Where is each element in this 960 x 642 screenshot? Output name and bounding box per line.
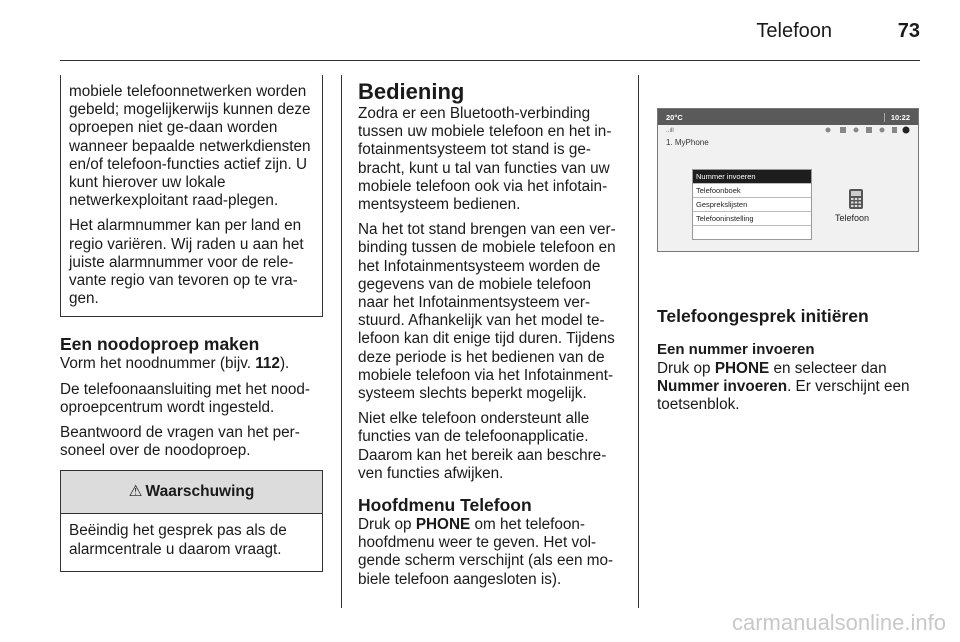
menu-item-gesprekslijsten[interactable]: Gesprekslijsten <box>693 198 811 212</box>
text: Druk op <box>358 516 416 534</box>
text: en selecteer dan <box>769 360 887 377</box>
paragraph-nummer-invoeren <box>657 360 922 415</box>
warning-header <box>61 471 322 514</box>
warning-icon: ⚠ <box>128 483 143 501</box>
warning-title: Waarschuwing <box>145 483 255 501</box>
connected-phone-name: 1. MyPhone <box>666 138 709 147</box>
phone-main-menu <box>692 169 812 240</box>
page-header-title: Telefoon <box>756 20 832 42</box>
text: Vorm het noodnummer (bijv. <box>60 355 256 373</box>
section-heading-gesprek: Telefoongesprek initiëren <box>657 306 869 326</box>
status-icons-svg <box>820 126 910 134</box>
section-heading-hoofdmenu: Hoofdmenu Telefoon <box>358 495 532 516</box>
paragraph-verbinding: Na het tot stand brengen van een ver-binding tussen de mobiele telefoon en het Infotainmentsysteem worden de gegevens van de mobiele telefoon naar het Infotainmentsysteem ver-stuurd. Afhankelijk van het model te-lefoon kan dit enige tijd duren. Tijdens deze periode is het bedienen van de mobiele telefoon via het Infotainment-systeem slechts beperkt mogelijk. <box>358 221 616 403</box>
page-number: 73 <box>897 20 920 42</box>
phone-icon-label: Telefoon <box>835 213 870 223</box>
menu-item-telefoonboek[interactable]: Telefoonboek <box>693 184 811 198</box>
column-3 <box>657 306 922 422</box>
header-divider <box>60 60 920 61</box>
paragraph-vragen: Beantwoord de vragen van het per-soneel over de noodoproep. <box>60 424 300 460</box>
column-2 <box>358 79 624 596</box>
paragraph-noodnummer <box>60 355 323 373</box>
section-heading-noodoproep: Een noodoproep maken <box>60 334 260 355</box>
info-box-text: mobiele telefoonnetwerken worden gebeld; mogelijkerwijs kunnen deze oproepen niet ge-daan worden wanneer bepaalde netwerkdiensten en/of telefoon-functies actief zijn. U kunt hierover uw lokale netwerkexploitant raad-plegen. <box>69 83 311 210</box>
phone-key-label: PHONE <box>415 516 471 534</box>
column-divider-1 <box>341 75 342 608</box>
watermark: carmanualsonline.info <box>731 610 946 635</box>
paragraph-functies: Niet elke telefoon ondersteunt alle functies van de telefoonapplicatie. Daarom kan het bereik aan beschre-ven functies afwijken. <box>358 410 607 482</box>
text: . Er verschijnt een toetsenblok. <box>657 378 910 414</box>
infotainment-screen-image <box>657 108 919 252</box>
temperature-readout: 20°C <box>666 112 683 122</box>
paragraph-aansluiting: De telefoonaansluiting met het nood-oproepcentrum wordt ingesteld. <box>60 380 311 416</box>
menu-item-empty <box>693 226 811 239</box>
paragraph-phone <box>358 516 624 589</box>
status-icons <box>820 126 910 136</box>
text: om het telefoon-hoofdmenu weer te geven. Het vol-gende scherm verschijnt (als een mo-biele telefoon aangesloten is). <box>358 516 614 588</box>
screen-status-row <box>658 125 918 137</box>
warning-body: Beëindig het gesprek pas als de alarmcentrale u daarom vraagt. <box>69 522 287 558</box>
info-box-text-2: Het alarmnummer kan per land en regio variëren. Wij raden u aan het juiste alarmnummer voor de rele-vante regio van tevoren op te vra-gen. <box>69 217 304 308</box>
menu-item-telefooninstelling[interactable]: Telefooninstelling <box>693 212 811 226</box>
clock-readout: 10:22 <box>884 113 910 122</box>
paragraph-bluetooth: Zodra er een Bluetooth-verbinding tussen uw mobiele telefoon en het in-fotainmentsysteem tot stand is ge-bracht, kunt u tal van functies van uw mobiele telefoon ook via het infotain-mentsysteem bedienen. <box>358 105 612 214</box>
text: Druk op <box>657 360 715 377</box>
phone-key-label: PHONE <box>714 360 770 377</box>
page-reference: 112 <box>255 355 280 373</box>
info-box <box>60 75 323 317</box>
column-1 <box>60 75 323 572</box>
subheading-nummer-invoeren: Een nummer invoeren <box>657 341 815 358</box>
menu-item-reference: Nummer invoeren <box>657 378 788 396</box>
text: ). <box>279 355 290 373</box>
column-divider-2 <box>638 75 639 608</box>
section-heading-bediening: Bediening <box>358 79 465 104</box>
menu-item-nummer-invoeren[interactable]: Nummer invoeren <box>693 170 811 184</box>
warning-box <box>60 470 323 571</box>
phone-keypad-icon <box>848 189 864 209</box>
screen-top-bar <box>658 109 918 125</box>
signal-strength-icon: ..ıll <box>666 128 674 134</box>
